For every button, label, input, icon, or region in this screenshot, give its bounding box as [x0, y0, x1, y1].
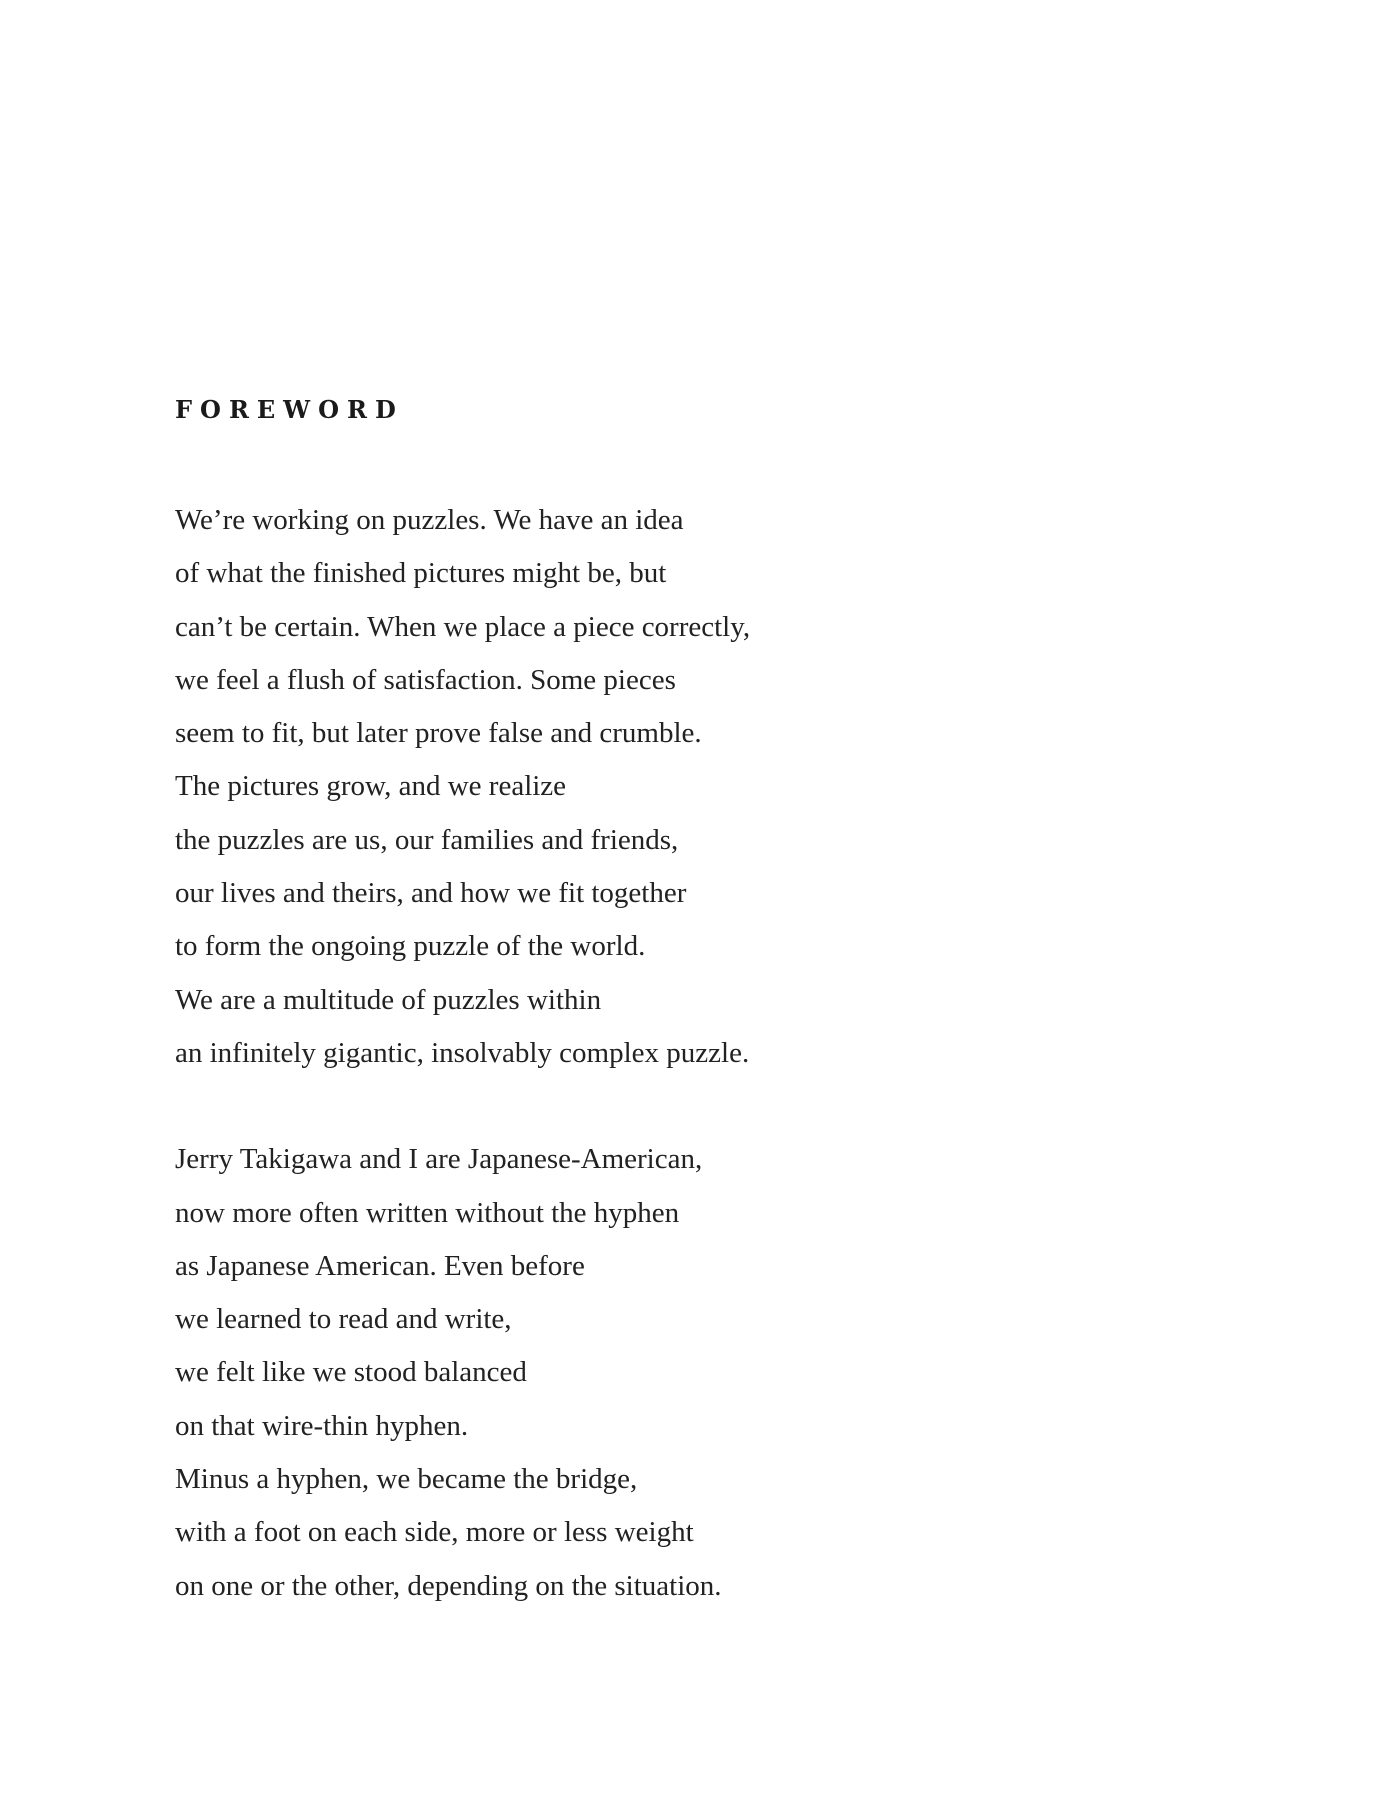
poem-line: Jerry Takigawa and I are Japanese-American,: [175, 1143, 703, 1176]
poem-line: We’re working on puzzles. We have an idea: [175, 504, 684, 536]
poem-line: on that wire-thin hyphen.: [175, 1409, 469, 1442]
poem-line: we felt like we stood balanced: [175, 1356, 527, 1389]
stanza-2: [175, 1133, 1075, 1613]
poem-line: we feel a flush of satisfaction. Some pieces: [175, 663, 676, 696]
poem-line: to form the ongoing puzzle of the world.: [175, 930, 646, 963]
poem-line: seem to fit, but later prove false and crumble.: [175, 717, 702, 750]
poem-line: we learned to read and write,: [175, 1303, 512, 1336]
poem-line: Minus a hyphen, we became the bridge,: [175, 1463, 638, 1496]
stanza-1: [175, 494, 1075, 1080]
poem-line: as Japanese American. Even before: [175, 1249, 585, 1282]
poem-line: can’t be certain. When we place a piece correctly,: [175, 610, 751, 643]
section-heading: FOREWORD: [175, 395, 404, 424]
poem-line: now more often written without the hyphen: [175, 1196, 680, 1229]
poem-line: an infinitely gigantic, insolvably complex puzzle.: [175, 1036, 750, 1069]
foreword-section: [175, 394, 1075, 1613]
poem-line: on one or the other, depending on the situation.: [175, 1569, 722, 1602]
poem-line: The pictures grow, and we realize: [175, 770, 567, 803]
poem-line: our lives and theirs, and how we fit together: [175, 877, 687, 910]
poem-line: of what the finished pictures might be, but: [175, 557, 667, 590]
poem-line: the puzzles are us, our families and friends,: [175, 823, 679, 856]
poem-line: with a foot on each side, more or less weight: [175, 1516, 694, 1549]
poem-line: We are a multitude of puzzles within: [175, 983, 602, 1016]
